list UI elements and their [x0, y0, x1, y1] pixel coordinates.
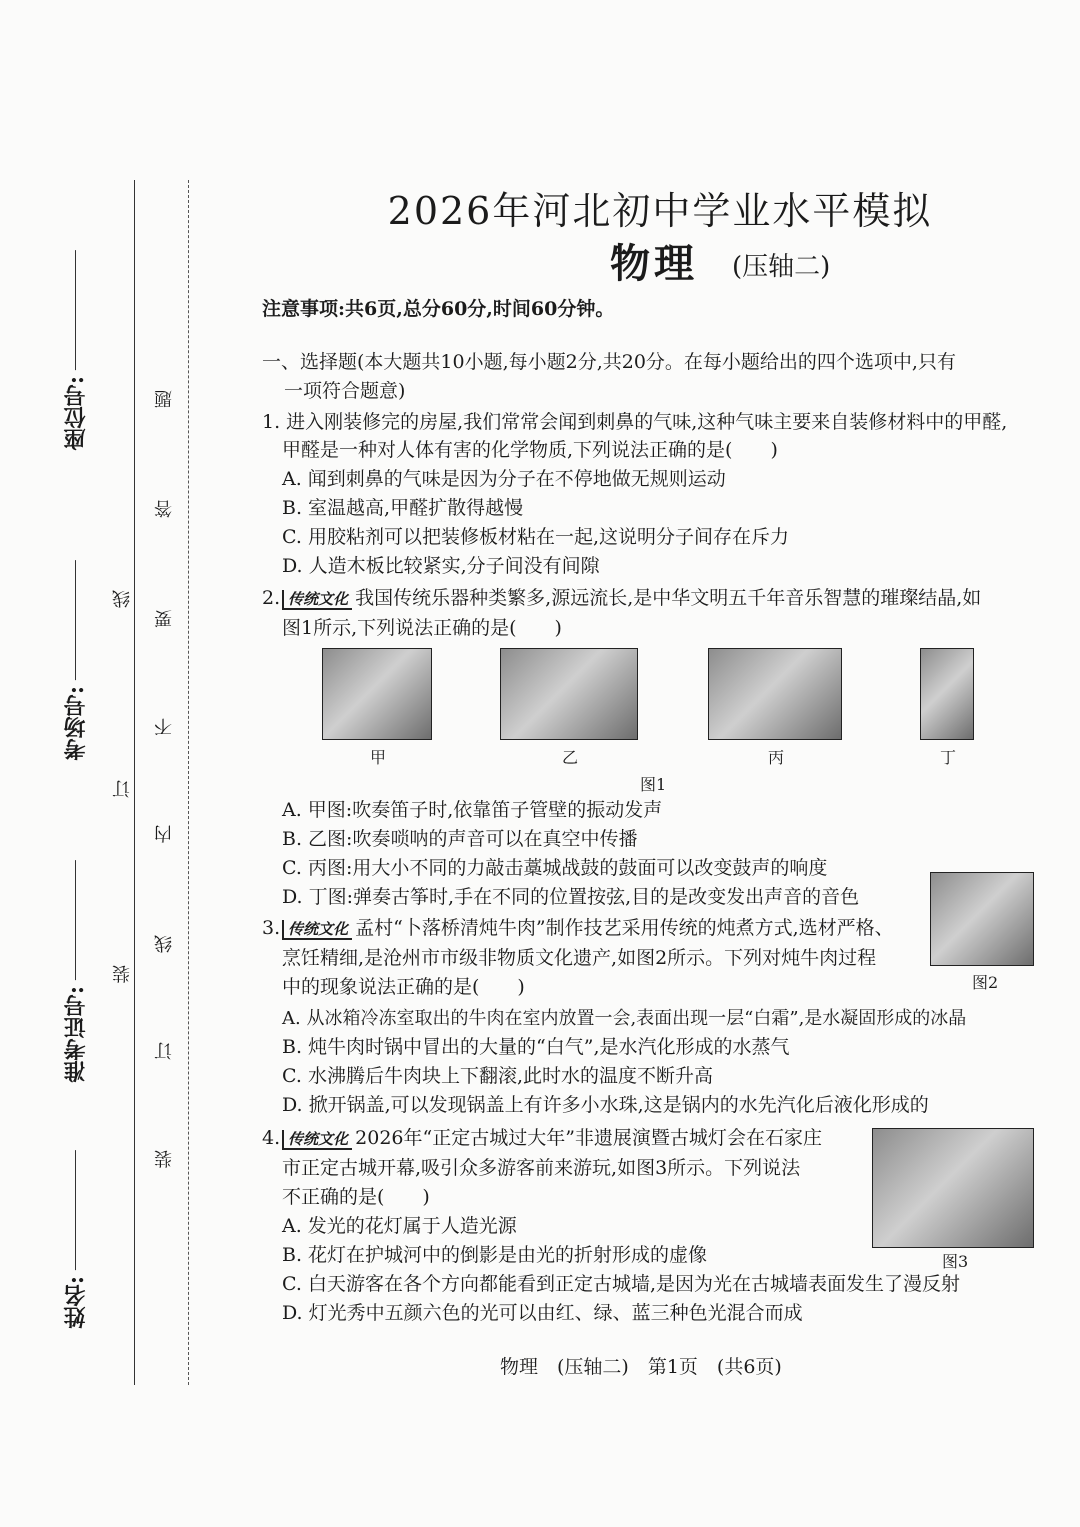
- binding-word-line: 线: [112, 590, 133, 608]
- admission-number-field[interactable]: 准考证号:: [60, 860, 120, 1082]
- seal-char: 题: [154, 390, 175, 408]
- figure-label: 图3: [942, 1252, 969, 1271]
- q2-option-b[interactable]: B. 乙图:吹奏唢呐的声音可以在真空中传播: [282, 828, 638, 850]
- suona-photo: [500, 648, 638, 740]
- q1-stem: 甲醛是一种对人体有害的化学物质,下列说法正确的是( ): [282, 439, 778, 461]
- q2-option-d[interactable]: D. 丁图:弹奏古筝时,手在不同的位置按弦,目的是改变发出声音的音色: [282, 886, 860, 908]
- figure-caption: 甲: [370, 748, 387, 767]
- flute-photo: [322, 648, 432, 740]
- exam-room-field[interactable]: 考场号:: [60, 560, 120, 760]
- q3-option-c[interactable]: C. 水沸腾后牛肉块上下翻滚,此时水的温度不断升高: [282, 1065, 713, 1087]
- traditional-culture-tag: 传统文化: [282, 1130, 352, 1150]
- seal-char: 内: [154, 825, 175, 843]
- figure-label: 图1: [640, 775, 667, 794]
- q2-stem: 2. 传统文化 我国传统乐器种类繁多,源远流长,是中华文明五千年音乐智慧的璀璨结晶,如: [262, 587, 982, 609]
- q4-stem: 市正定古城开幕,吸引众多游客前来游玩,如图3所示。下列说法: [282, 1157, 801, 1179]
- guzheng-photo: [920, 648, 974, 740]
- q2-option-c[interactable]: C. 丙图:用大小不同的力敲击藁城战鼓的鼓面可以改变鼓声的响度: [282, 857, 828, 879]
- figure-caption: 丙: [768, 748, 785, 767]
- q3-option-a[interactable]: A. 从冰箱冷冻室取出的牛肉在室内放置一会,表面出现一层“白霜”,是水凝固形成的冰晶: [282, 1008, 967, 1029]
- q3-stem: 烹饪精细,是沧州市市级非物质文化遗产,如图2所示。下列对炖牛肉过程: [282, 947, 877, 969]
- seal-char: 装: [154, 1150, 175, 1168]
- q1-stem: 1. 进入刚装修完的房屋,我们常常会闻到刺鼻的气味,这种气味主要来自装修材料中的甲醛,: [262, 411, 1008, 433]
- q4-stem: 4. 传统文化 2026年“正定古城过大年”非遗展演暨古城灯会在石家庄: [262, 1127, 822, 1149]
- q4-stem: 不正确的是( ): [282, 1186, 430, 1208]
- q1-option-d[interactable]: D. 人造木板比较紧实,分子间没有间隙: [282, 555, 600, 577]
- binding-word-staple: 订: [112, 780, 133, 798]
- q1-option-c[interactable]: C. 用胶粘剂可以把装修板材粘在一起,这说明分子间存在斥力: [282, 526, 789, 548]
- q2-stem: 图1所示,下列说法正确的是( ): [282, 617, 562, 639]
- exam-subject: 物理: [610, 240, 698, 287]
- name-field[interactable]: 姓名:: [60, 1150, 120, 1328]
- binding-margin: [0, 0, 200, 1527]
- q3-stem: 3. 传统文化 孟村“卜落桥清炖牛肉”制作技艺采用传统的炖煮方式,选材严格、: [262, 917, 894, 939]
- q3-option-b[interactable]: B. 炖牛肉时锅中冒出的大量的“白气”,是水汽化形成的水蒸气: [282, 1036, 790, 1058]
- seal-char: 线: [154, 935, 175, 953]
- section-line: 一项符合题意): [284, 380, 406, 402]
- lantern-photo: [872, 1128, 1034, 1248]
- q4-option-c[interactable]: C. 白天游客在各个方向都能看到正定古城墙,是因为光在古城墙表面发生了漫反射: [282, 1273, 960, 1295]
- figure-caption: 乙: [562, 748, 579, 767]
- seal-char: 不: [154, 718, 175, 736]
- seal-char: 订: [154, 1042, 175, 1060]
- binding-word-bind: 装: [112, 965, 133, 983]
- seat-number-field[interactable]: 座位号:: [60, 250, 120, 450]
- page-footer: 物理 (压轴二) 第1页 (共6页): [500, 1356, 782, 1378]
- figure-label: 图2: [972, 973, 999, 992]
- exam-title: 2026年河北初中学业水平模拟: [387, 189, 933, 233]
- seal-line: [188, 180, 189, 1385]
- exam-subtitle: (压轴二): [732, 252, 831, 282]
- section-heading: [262, 348, 1062, 406]
- seal-char: 答: [154, 500, 175, 518]
- figure-caption: 丁: [940, 748, 957, 767]
- beef-stew-photo: [930, 872, 1034, 966]
- traditional-culture-tag: 传统文化: [282, 920, 352, 940]
- seal-char: 要: [154, 610, 175, 628]
- exam-notice: 注意事项:共6页,总分60分,时间60分钟。: [262, 298, 615, 320]
- q2-option-a[interactable]: A. 甲图:吹奏笛子时,依靠笛子管壁的振动发声: [282, 799, 663, 821]
- q4-option-d[interactable]: D. 灯光秀中五颜六色的光可以由红、绿、蓝三种色光混合而成: [282, 1302, 803, 1324]
- q1-option-b[interactable]: B. 室温越高,甲醛扩散得越慢: [282, 497, 524, 519]
- section-line: 一、选择题(本大题共10小题,每小题2分,共20分。在每小题给出的四个选项中,只有: [262, 351, 956, 373]
- q4-option-a[interactable]: A. 发光的花灯属于人造光源: [282, 1215, 517, 1237]
- drum-photo: [708, 648, 842, 740]
- traditional-culture-tag: 传统文化: [282, 590, 352, 610]
- q1-option-a[interactable]: A. 闻到刺鼻的气味是因为分子在不停地做无规则运动: [282, 468, 726, 490]
- q3-option-d[interactable]: D. 掀开锅盖,可以发现锅盖上有许多小水珠,这是锅内的水先汽化后液化形成的: [282, 1094, 929, 1116]
- q3-stem: 中的现象说法正确的是( ): [282, 976, 525, 998]
- q4-option-b[interactable]: B. 花灯在护城河中的倒影是由光的折射形成的虚像: [282, 1244, 708, 1266]
